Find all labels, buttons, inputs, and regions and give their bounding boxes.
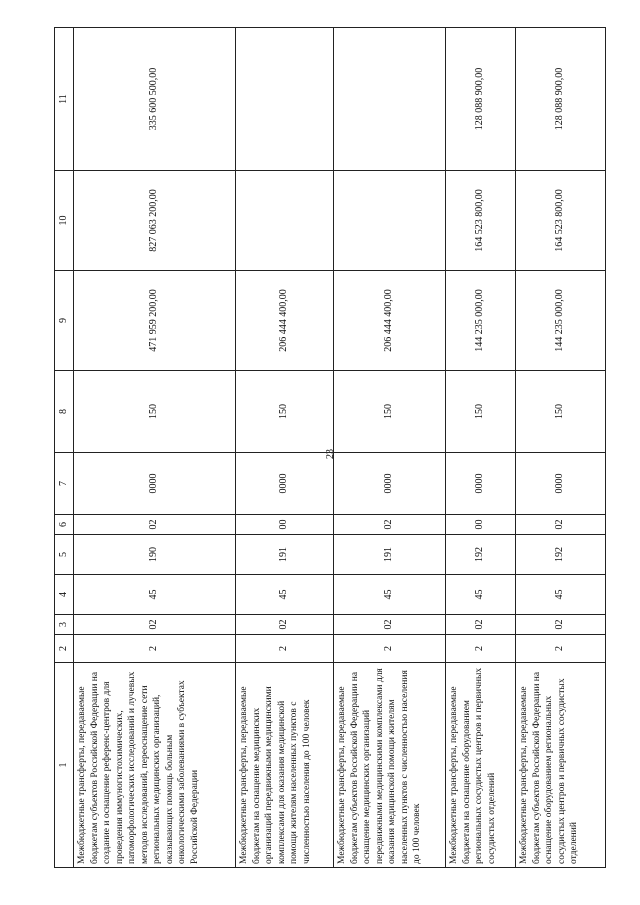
table-cell: 2 — [516, 635, 606, 663]
header-cell: 1 — [55, 663, 74, 868]
table-cell: 190 — [74, 535, 236, 575]
table-cell: 02 — [74, 615, 236, 635]
header-cell: 3 — [55, 615, 74, 635]
table-cell: 150 — [516, 371, 606, 453]
table-cell — [334, 171, 446, 271]
table-cell: 192 — [516, 535, 606, 575]
table-cell: 191 — [334, 535, 446, 575]
table-cell: 02 — [446, 615, 516, 635]
header-cell: 11 — [55, 28, 74, 171]
table-cell: 00 — [236, 515, 334, 535]
table-cell: 2 — [236, 635, 334, 663]
row-description: Межбюджетные трансферты, передаваемые бюджетам субъектов Российской Федерации на оснащение оборудованием региональных сосудистых центров и первичных сосудистых отделений — [516, 663, 606, 868]
table-cell: 164 523 800,00 — [446, 171, 516, 271]
table-cell: 02 — [236, 615, 334, 635]
header-cell: 9 — [55, 271, 74, 371]
header-row — [55, 28, 74, 868]
header-cell: 2 — [55, 635, 74, 663]
row-description: Межбюджетные трансферты, передаваемые бюджетам на оснащение медицинских организаций передвижными медицинскими комплексами для оказания медицинской помощи жителям населенных пунктов с численностью населения до 100 человек — [236, 663, 334, 868]
table-cell: 02 — [334, 615, 446, 635]
table-cell: 02 — [334, 515, 446, 535]
table-cell: 206 444 400,00 — [236, 271, 334, 371]
table-row — [74, 28, 236, 868]
table-cell: 191 — [236, 535, 334, 575]
table-cell: 00 — [446, 515, 516, 535]
table-cell: 45 — [74, 575, 236, 615]
budget-table — [54, 27, 606, 868]
table-cell: 150 — [446, 371, 516, 453]
header-cell: 10 — [55, 171, 74, 271]
table-cell: 150 — [74, 371, 236, 453]
table-cell — [236, 171, 334, 271]
row-description: Межбюджетные трансферты, передаваемые бюджетам субъектов Российской Федерации на оснащение медицинских организаций передвижными медицинскими комплексами для оказания медицинской помощи жителям населенных пунктов с численностью населения до 100 человек — [334, 663, 446, 868]
table-cell: 192 — [446, 535, 516, 575]
row-description: Межбюджетные трансферты, передаваемые бюджетам на оснащение оборудованием региональных сосудистых центров и первичных сосудистых отделений — [446, 663, 516, 868]
table-cell: 0000 — [74, 453, 236, 515]
table-cell: 45 — [236, 575, 334, 615]
table-row — [516, 28, 606, 868]
table-cell: 164 523 800,00 — [516, 171, 606, 271]
header-cell: 6 — [55, 515, 74, 535]
table-cell: 206 444 400,00 — [334, 271, 446, 371]
page-number: 23 — [325, 449, 336, 459]
table-cell: 45 — [516, 575, 606, 615]
table-cell: 02 — [516, 615, 606, 635]
header-cell: 7 — [55, 453, 74, 515]
table-cell: 0000 — [446, 453, 516, 515]
table-row — [334, 28, 446, 868]
table-row — [446, 28, 516, 868]
rotated-table-container — [54, 28, 602, 868]
table-cell: 0000 — [516, 453, 606, 515]
header-cell: 8 — [55, 371, 74, 453]
table-cell: 2 — [446, 635, 516, 663]
table-cell: 144 235 000,00 — [446, 271, 516, 371]
header-cell: 4 — [55, 575, 74, 615]
table-cell: 335 600 500,00 — [74, 28, 236, 171]
table-cell: 02 — [516, 515, 606, 535]
table-cell: 128 088 900,00 — [446, 28, 516, 171]
table-cell: 144 235 000,00 — [516, 271, 606, 371]
table-cell — [236, 28, 334, 171]
table-cell: 827 063 200,00 — [74, 171, 236, 271]
table-cell: 150 — [334, 371, 446, 453]
table-cell: 2 — [74, 635, 236, 663]
table-cell: 0000 — [334, 453, 446, 515]
table-cell: 471 959 200,00 — [74, 271, 236, 371]
table-cell: 45 — [334, 575, 446, 615]
table-cell: 150 — [236, 371, 334, 453]
table-cell: 128 088 900,00 — [516, 28, 606, 171]
table-row — [236, 28, 334, 868]
row-description: Межбюджетные трансферты, передаваемые бюджетам субъектов Российской Федерации на создание и оснащение референс-центров для проведения иммуногистохимических, патоморфологических исследований и лучевых методов исследований, переоснащение сети региональных медицинских организаций, оказывающих помощь больным онкологическими заболеваниями в субъектах Российской Федерации — [74, 663, 236, 868]
table-cell: 02 — [74, 515, 236, 535]
table-cell: 45 — [446, 575, 516, 615]
table-cell — [334, 28, 446, 171]
header-cell: 5 — [55, 535, 74, 575]
table-cell: 0000 — [236, 453, 334, 515]
table-cell: 2 — [334, 635, 446, 663]
